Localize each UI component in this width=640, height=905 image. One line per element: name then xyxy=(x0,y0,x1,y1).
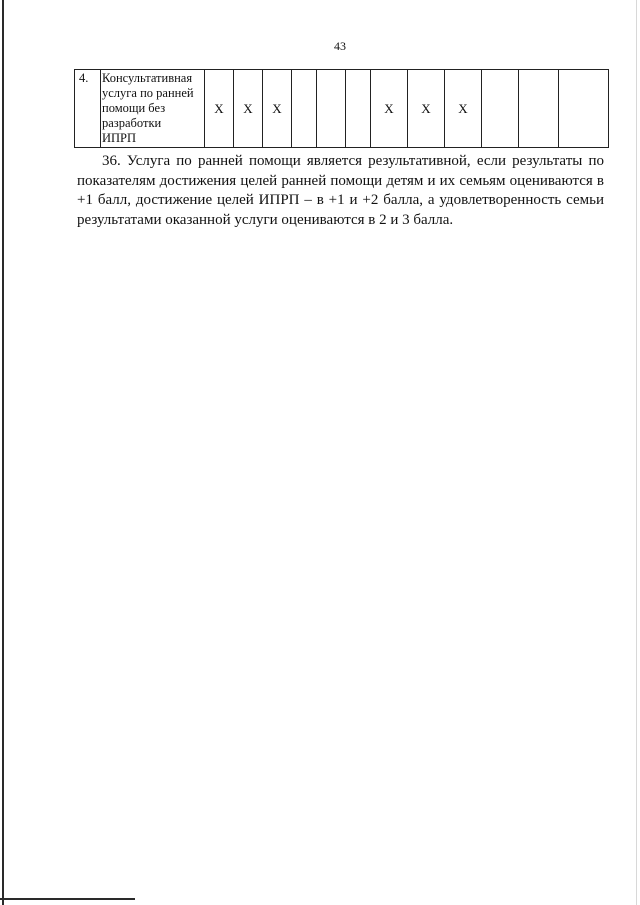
scan-edge-left xyxy=(2,0,4,905)
service-name-line: услуга по ранней xyxy=(102,86,194,100)
table-cell xyxy=(482,70,519,148)
table-cell: Х xyxy=(205,70,234,148)
scan-edge-bottom xyxy=(0,898,135,900)
scan-edge-right xyxy=(636,0,637,905)
table-cell xyxy=(519,70,559,148)
table-row xyxy=(75,70,609,148)
row-number: 4. xyxy=(75,70,101,148)
service-name-line: разработки xyxy=(102,116,162,130)
service-table xyxy=(74,69,609,148)
table-cell: Х xyxy=(263,70,292,148)
service-name-line: Консультативная xyxy=(102,71,193,85)
service-name-cell xyxy=(101,70,205,148)
paragraph-36 xyxy=(77,152,604,230)
paragraph-line: показателям достижения целей ранней помощи детям и их семьям оцениваются в xyxy=(77,172,604,189)
table-cell xyxy=(346,70,371,148)
table-cell xyxy=(292,70,317,148)
service-name-line: помощи без xyxy=(102,101,166,115)
paragraph-line: +1 балл, достижение целей ИПРП – в +1 и +2 балла, а удовлетворенность семьи xyxy=(77,192,604,208)
table-cell: Х xyxy=(445,70,482,148)
service-name-line: ИПРП xyxy=(102,131,137,145)
table-cell xyxy=(317,70,346,148)
page-number: 43 xyxy=(334,39,346,53)
paragraph-line: 36. Услуга по ранней помощи является результативной, если результаты по xyxy=(102,153,604,169)
table-cell: Х xyxy=(371,70,408,148)
table-cell xyxy=(559,70,609,148)
table-cell: Х xyxy=(408,70,445,148)
paragraph-line: результатами оказанной услуги оцениваются в 2 и 3 балла. xyxy=(77,211,454,228)
table-cell: Х xyxy=(234,70,263,148)
